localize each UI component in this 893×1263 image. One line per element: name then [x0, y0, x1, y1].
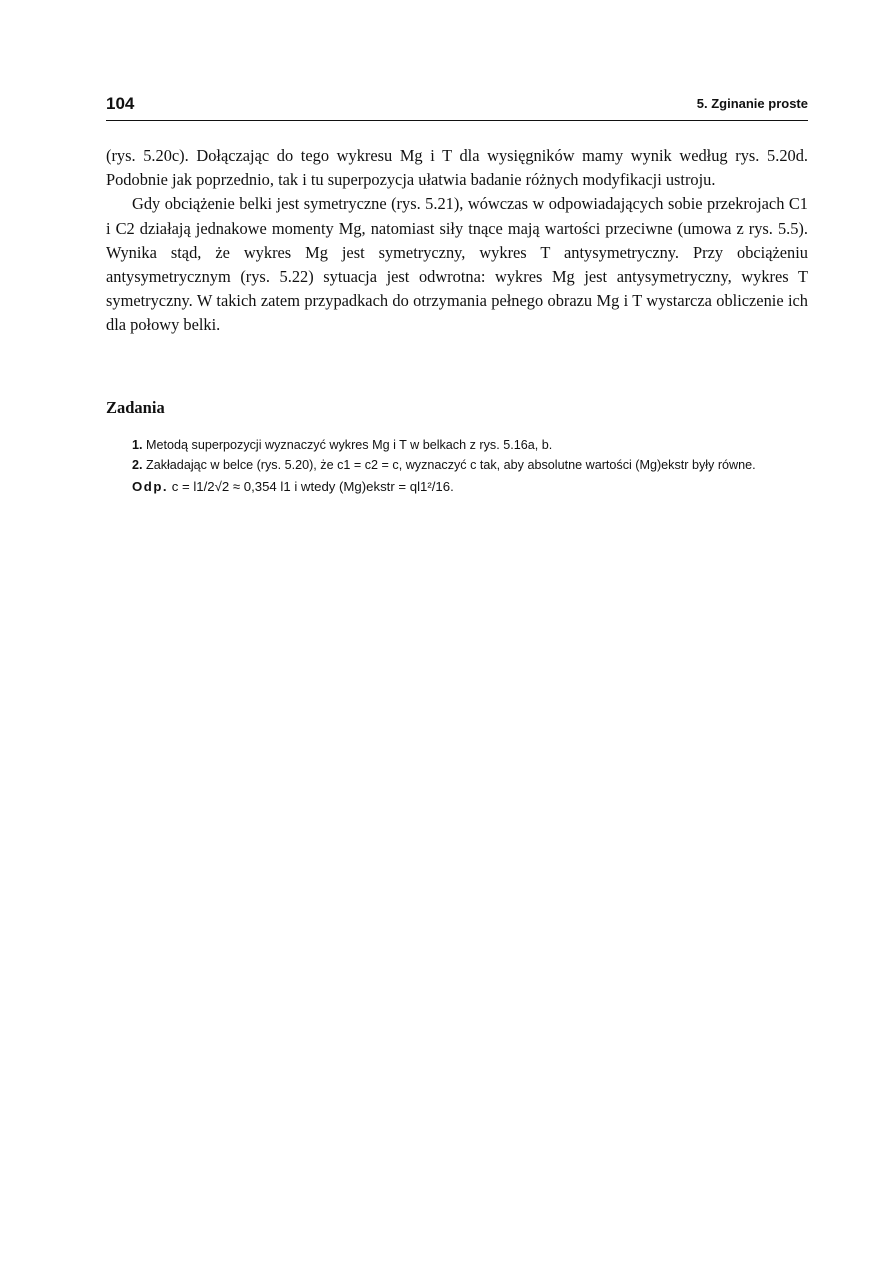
body-text	[106, 144, 808, 338]
task-item	[106, 456, 808, 476]
section-heading: Zadania	[106, 398, 165, 417]
task-number: 2.	[132, 457, 143, 472]
answer-label: Odp.	[132, 479, 169, 494]
chapter-title: 5. Zginanie proste	[696, 96, 808, 111]
task-text: Metodą superpozycji wyznaczyć wykres Mg i T w belkach z rys. 5.16a, b.	[146, 438, 553, 452]
page-header	[106, 94, 808, 121]
task-text: Zakładając w belce (rys. 5.20), że c1 = c2 = c, wyznaczyć c tak, aby absolutne wartości (Mg)ekstr były równe.	[146, 457, 756, 472]
paragraph-1: (rys. 5.20c). Dołączając do tego wykresu Mg i T dla wysięgników mamy wynik według rys. 5.20d. Podobnie jak poprzednio, tak i tu superpozycja ułatwia badanie różnych modyfikacji ustroju.	[106, 146, 808, 190]
task-item	[106, 436, 808, 456]
answer-text: c = l1/2√2 ≈ 0,354 l1 i wtedy (Mg)ekstr = ql1²/16.	[171, 479, 454, 494]
task-number: 1.	[132, 438, 143, 452]
paragraph-2: Gdy obciążenie belki jest symetryczne (rys. 5.21), wówczas w odpowiadających sobie przekrojach C1 i C2 działają jednakowe momenty Mg, natomiast siły tnące mają wartości przeciwne (umowa z rys. 5.5). Wynika stąd, że wykres Mg jest symetryczny, wykres T antysymetryczny. Przy obciążeniu antysymetrycznym (rys. 5.22) sytuacja jest odwrotna: wykres Mg jest antysymetryczny, wykres T symetryczny. W takich zatem przypadkach do otrzymania pełnego obrazu Mg i T wystarcza obliczenie ich dla połowy belki.	[106, 194, 808, 335]
answer	[106, 477, 808, 497]
tasks-list	[106, 436, 808, 497]
page-number: 104	[106, 94, 135, 113]
